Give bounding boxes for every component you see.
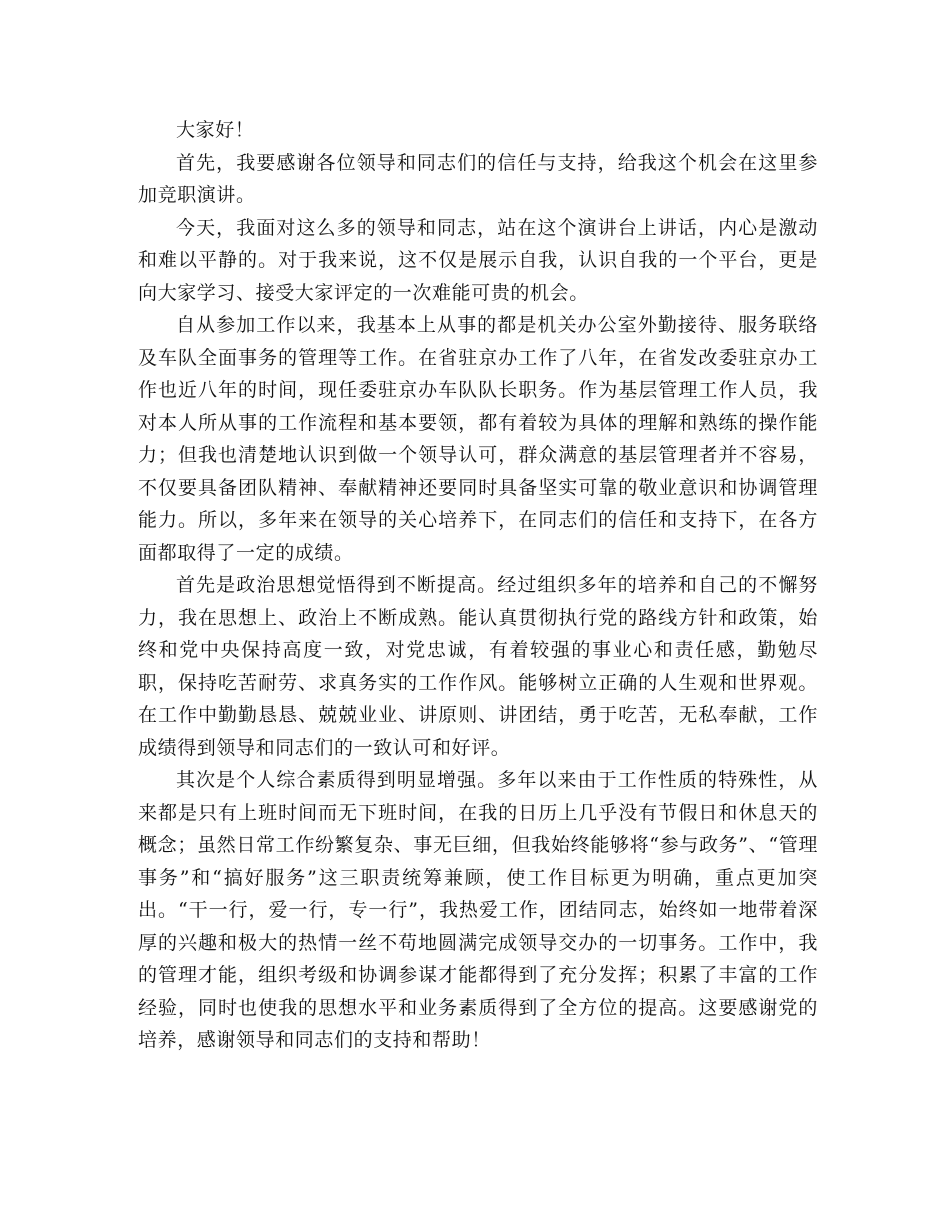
paragraph-quality: 其次是个人综合素质得到明显增强。多年以来由于工作性质的特殊性，从来都是只有上班时间而无下班时间，在我的日历上几乎没有节假日和休息天的概念；虽然日常工作纷繁复杂、事无巨细，但我始终能够将“参与政务”、“管理事务”和“搞好服务”这三职责统筹兼顾，使工作目标更为明确，重点更加突出。“干一行，爱一行，专一行”，我热爱工作，团结同志，始终如一地带着深厚的兴趣和极大的热情一丝不苟地圆满完成领导交办的一切事务。工作中，我的管理才能，组织考级和协调参谋才能都得到了充分发挥；积累了丰富的工作经验，同时也使我的思想水平和业务素质得到了全方位的提高。这要感谢党的培养，感谢领导和同志们的支持和帮助！ — [138, 769, 818, 1051]
paragraph-work-history: 自从参加工作以来，我基本上从事的都是机关办公室外勤接待、服务联络及车队全面事务的管理等工作。在省驻京办工作了八年，在省发改委驻京办工作也近八年的时间，现任委驻京办车队队长职务。作为基层管理工作人员，我对本人所从事的工作流程和基本要领，都有着较为具体的理解和熟练的操作能力；但我也清楚地认识到做一个领导认可，群众满意的基层管理者并不容易，不仅要具备团队精神、奉献精神还要同时具备坚实可靠的敬业意识和协调管理能力。所以，多年来在领导的关心培养下，在同志们的信任和支持下，在各方面都取得了一定的成绩。 — [138, 314, 818, 564]
paragraph-today: 今天，我面对这么多的领导和同志，站在这个演讲台上讲话，内心是激动和难以平静的。对于我来说，这不仅是展示自我，认识自我的一个平台，更是向大家学习、接受大家评定的一次难能可贵的机会。 — [138, 216, 818, 304]
paragraph-greeting: 大家好！ — [176, 119, 255, 141]
document-body — [138, 114, 818, 1057]
paragraph-political: 首先是政治思想觉悟得到不断提高。经过组织多年的培养和自己的不懈努力，我在思想上、政治上不断成熟。能认真贯彻执行党的路线方针和政策，始终和党中央保持高度一致，对党忠诚，有着较强的事业心和责任感，勤勉尽职，保持吃苦耐劳、求真务实的工作作风。能够树立正确的人生观和世界观。在工作中勤勤恳恳、兢兢业业、讲原则、讲团结，勇于吃苦，无私奉献，工作成绩得到领导和同志们的一致认可和好评。 — [138, 574, 818, 759]
paragraph-thanks: 首先，我要感谢各位领导和同志们的信任与支持，给我这个机会在这里参加竞职演讲。 — [138, 151, 818, 206]
